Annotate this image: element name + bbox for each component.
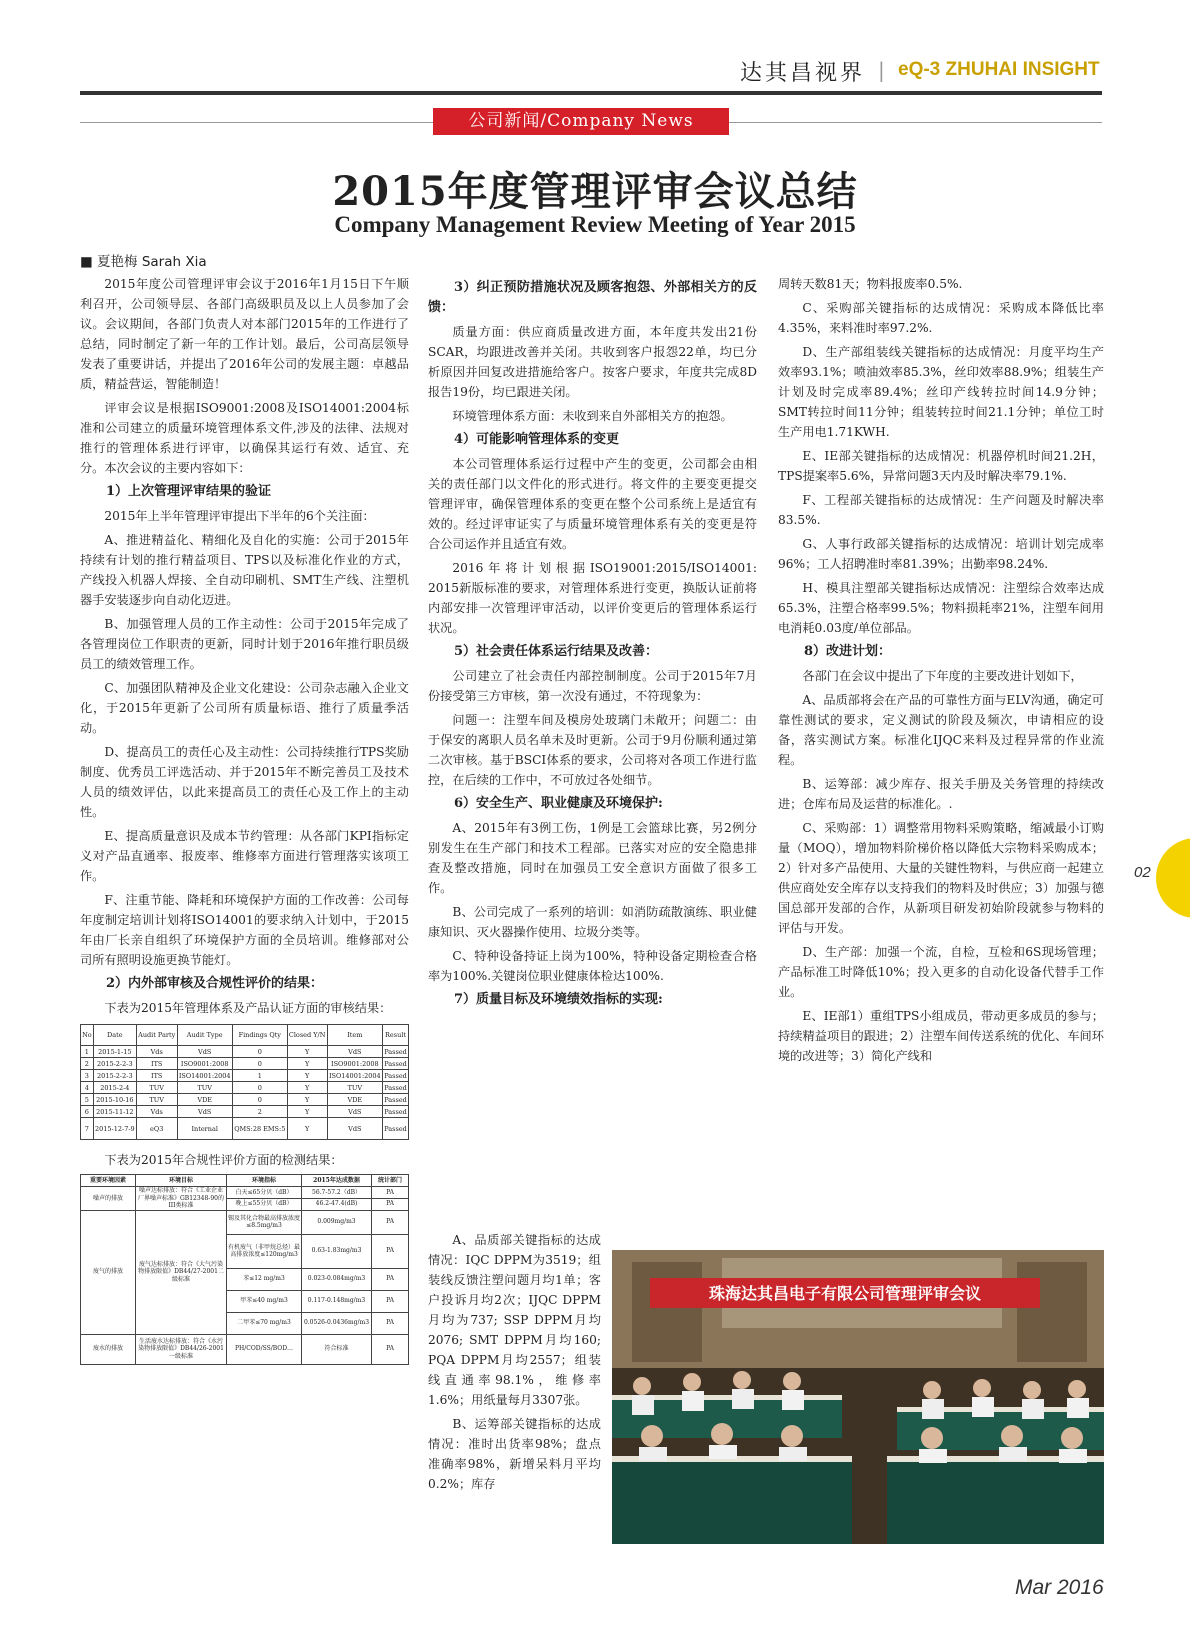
paragraph: 下表为2015年管理体系及产品认证方面的审核结果： <box>104 1001 392 1015</box>
table-cell: 1 <box>81 1046 94 1058</box>
paragraph: B、运筹部关键指标的达成情况：准时出货率98%；盘点准确率98%，新增呆料月平均0.2%；库存 <box>428 1417 601 1491</box>
table-row <box>81 1058 409 1070</box>
table-cell: 苯≤12 mg/m3 <box>227 1268 302 1290</box>
table-row <box>81 1046 409 1058</box>
table-cell: 0.63-1.83mg/m3 <box>302 1234 372 1268</box>
table-cell: VdS <box>327 1106 382 1118</box>
table-cell: Y <box>287 1094 327 1106</box>
table-cell: VdS <box>177 1046 232 1058</box>
paragraph: A、品质部关键指标的达成情况：IQC DPPM为3519；组装线反馈注塑问题月均1单；客户投诉月均2次；IJQC DPPM月均为737; SSP DPPM月均2076; SMT DPPM月均160; PQA DPPM月均2557；组装线直通率98.1%，维修率1.6%；用纸量每月3307张。 <box>428 1233 601 1407</box>
magazine-section-en: eQ-3 ZHUHAI INSIGHT <box>898 59 1100 80</box>
table-cell: PA <box>372 1268 409 1290</box>
section-heading: 6）安全生产、职业健康及环境保护: <box>454 796 663 811</box>
paragraph: 环境管理体系方面：未收到来自外部相关方的抱怨。 <box>452 409 733 423</box>
paragraph: D、生产部：加强一个流，自检，互检和6S现场管理；产品标准工时降低10%；投入更多的自动化设备代替手工作业。 <box>778 945 1104 999</box>
table-cell: 2015-11-12 <box>93 1106 136 1118</box>
table-header: Audit Party <box>136 1025 177 1046</box>
paragraph: 公司建立了社会责任内部控制制度。公司于2015年7月份接受第三方审核，第一次没有通过，不符现象为： <box>428 669 757 703</box>
table-cell: Y <box>287 1058 327 1070</box>
table-cell: Passed <box>384 1095 407 1104</box>
section-heading: 7）质量目标及环境绩效指标的实现: <box>454 992 663 1007</box>
paragraph: 周转天数81天；物料报废率0.5%. <box>778 277 963 291</box>
paragraph: 下表为2015年合规性评价方面的检测结果： <box>104 1153 343 1167</box>
paragraph: G、人事行政部关键指标的达成情况：培训计划完成率96%；工人招聘准时率81.39%；出勤率98.24%. <box>778 537 1104 571</box>
table-cell: Y <box>287 1070 327 1082</box>
table-cell: TUV <box>177 1082 232 1094</box>
table-header: 环境指标 <box>227 1175 302 1187</box>
table-cell: 2 <box>232 1106 287 1118</box>
paragraph: B、加强管理人员的工作主动性：公司于2015年完成了各管理岗位工作职责的更新，同时计划于2016年推行职员级员工的绩效管理工作。 <box>80 617 409 671</box>
issue-date: Mar 2016 <box>1015 1576 1104 1599</box>
table-cell: QMS:28 EMS:5 <box>232 1118 287 1140</box>
table-cell: Passed <box>384 1047 407 1056</box>
section-heading: 3）纠正预防措施状况及顾客抱怨、外部相关方的反馈： <box>428 280 757 315</box>
table-cell: 有机废气（非甲烷总烃）最高排放浓度≤120mg/m3 <box>227 1234 302 1268</box>
table-cell: Internal <box>177 1118 232 1140</box>
table-header: 环境目标 <box>136 1175 227 1187</box>
header-rule <box>80 91 1102 95</box>
section-heading: 8）改进计划： <box>804 644 892 659</box>
photo-banner: 珠海达其昌电子有限公司管理评审会议 <box>708 1284 982 1303</box>
meeting-photo-illustration <box>612 1250 1104 1544</box>
table-cell: 46.2-47.4(dB) <box>302 1198 372 1210</box>
author-byline: ■ 夏艳梅 Sarah Xia <box>80 254 207 270</box>
table-cell: 0 <box>232 1094 287 1106</box>
table-cell: PA <box>372 1198 409 1210</box>
table-cell: 2015-2-4 <box>93 1082 136 1094</box>
table-cell: Y <box>287 1118 327 1140</box>
table-cell: eQ3 <box>136 1118 177 1140</box>
table-cell: 符合标准 <box>302 1334 372 1364</box>
table-cell: 7 <box>81 1118 94 1140</box>
table-cell: Vds <box>136 1046 177 1058</box>
column-1 <box>80 274 409 1365</box>
table-cell: PA <box>372 1210 409 1234</box>
column-2 <box>428 274 757 1014</box>
table-cell: 0.009mg/m3 <box>302 1210 372 1234</box>
table-cell: 2015-10-16 <box>93 1094 136 1106</box>
table-cell: 3 <box>81 1070 94 1082</box>
table-cell: 2015-2-2-3 <box>93 1070 136 1082</box>
table-cell: 4 <box>81 1082 94 1094</box>
table-cell: PA <box>372 1187 409 1199</box>
table-cell: 废气的排放 <box>81 1210 136 1334</box>
paragraph: 评审会议是根据ISO9001:2008及ISO14001:2004标准和公司建立的质量环境管理体系文件,涉及的法律、法规对推行的管理体系进行评审，以确保其运行有效、适宜、充分。本次会议的主要内容如下： <box>80 401 409 475</box>
paragraph: C、特种设备持证上岗为100%，特种设备定期检查合格率为100%.关键岗位职业健康体检达100%. <box>428 949 757 983</box>
magazine-section-cn: 达其昌视界 <box>740 61 866 86</box>
table-cell: 生活废水达标排放：符合《水污染物排放限值》DB44/26-2001一级标准 <box>136 1334 227 1364</box>
table-cell: 废气达标排放：符合《大气污染物排放限值》DB44/27-2001二级标准 <box>136 1210 227 1334</box>
table-cell: ISO9001:2008 <box>177 1058 232 1070</box>
paragraph: 本公司管理体系运行过程中产生的变更，公司都会由相关的责任部门以文件化的形式进行。将文件的主要变更提交管理评审，确保管理体系的变更在整个公司系统上是适宜有效的。经过评审证实了与质量环境管理体系有关的变更是符合公司运作并且适宜有效。 <box>428 457 757 551</box>
paragraph: A、品质部将会在产品的可靠性方面与ELV沟通，确定可靠性测试的要求，定义测试的阶段及频次，申请相应的设备，落实测试方案。标准化IJQC来料及过程异常的作业流程。 <box>778 693 1104 767</box>
table-header: Item <box>327 1025 382 1046</box>
paragraph: C、采购部关键指标的达成情况：采购成本降低比率4.35%，来料准时率97.2%. <box>778 301 1104 335</box>
table-cell: VDE <box>177 1094 232 1106</box>
section-heading: 1）上次管理评审结果的验证 <box>106 484 272 499</box>
article-title: 2015年度管理评审会议总结 <box>332 168 858 215</box>
table-cell: 2015-1-15 <box>93 1046 136 1058</box>
table-cell: Passed <box>384 1083 407 1092</box>
table-header: 重要环境因素 <box>81 1175 136 1187</box>
table-cell: 锡及其化合物最高排放浓度≤8.5mg/m3 <box>227 1210 302 1234</box>
paragraph: 各部门在会议中提出了下年度的主要改进计划如下， <box>802 669 1083 683</box>
meeting-photo <box>612 1250 1104 1544</box>
table-row <box>81 1082 409 1094</box>
article-subtitle: Company Management Review Meeting of Year 2015 <box>334 212 856 237</box>
table-cell: Y <box>287 1106 327 1118</box>
table-cell: 2015-2-2-3 <box>93 1058 136 1070</box>
table-cell: ITS <box>136 1070 177 1082</box>
table-cell: 噪声达标排放：符合《工业企业厂界噪声标准》GB12348-90的III类标准 <box>136 1187 227 1211</box>
audit-results-table <box>80 1024 409 1140</box>
table-header: Closed Y/N <box>287 1025 327 1046</box>
table-header: Date <box>93 1025 136 1046</box>
paragraph: 问题一：注塑车间及模房处玻璃门未敞开；问题二：由于保安的离职人员名单未及时更新。公司于9月份顺利通过第二次审核。基于BSCI体系的要求，公司将对各项工作进行监控，在后续的工作中，不可放过各处细节。 <box>428 713 757 787</box>
table-row <box>81 1118 409 1140</box>
table-row <box>81 1070 409 1082</box>
table-cell: Y <box>287 1082 327 1094</box>
table-cell: 晚上≤55分贝（dB） <box>227 1198 302 1210</box>
paragraph: 2015年度公司管理评审会议于2016年1月15日下午顺利召开，公司领导层、各部门高级职员及以上人员参加了会议。会议期间，各部门负责人对本部门2015年的工作进行了总结，同时制定了新一年的工作计划。最后，公司高层领导发表了重要讲话，并提出了2016年公司的发展主题：卓越品质，精益营运，智能制造！ <box>80 277 409 391</box>
table-cell: 56.7-57.2（dB） <box>302 1187 372 1199</box>
paragraph: 质量方面：供应商质量改进方面，本年度共发出21份SCAR，均跟进改善并关闭。共收到客户报怨22单，均已分析原因并回复改进措施给客户。按客户要求，年度共完成8D报告19份，均已跟进关闭。 <box>428 325 757 399</box>
paragraph: D、提高员工的责任心及主动性：公司持续推行TPS奖励制度、优秀员工评选活动、并于2015年不断完善员工及技术人员的绩效评估，以此来提高员工的责任心及工作上的主动性。 <box>80 745 409 819</box>
table-cell: Passed <box>384 1071 407 1080</box>
paragraph: A、2015年有3例工伤，1例是工会篮球比赛，另2例分别发生在生产部门和技术工程部。已落实对应的安全隐患排查及整改措施，同时在加强员工安全意识方面做了很多工作。 <box>428 821 757 895</box>
paragraph: F、注重节能、降耗和环境保护方面的工作改善：公司每年度制定培训计划将ISO14001的要求纳入计划中，于2015年由厂长亲自组织了环境保护方面的全员培训。维修部对公司所有照明设施更换节能灯。 <box>80 893 409 967</box>
table-header: 统计部门 <box>372 1175 409 1187</box>
table-cell: TUV <box>136 1082 177 1094</box>
table-cell: ISO9001:2008 <box>327 1058 382 1070</box>
table-cell: 二甲苯≤70 mg/m3 <box>227 1312 302 1334</box>
table-cell: 1 <box>232 1070 287 1082</box>
page-number: 02 <box>1134 864 1151 881</box>
paragraph: 2015年上半年管理评审提出下半年的6个关注面： <box>104 509 375 523</box>
table-row <box>81 1094 409 1106</box>
paragraph: F、工程部关键指标的达成情况：生产问题及时解决率83.5%. <box>778 493 1104 527</box>
table-cell: VdS <box>177 1106 232 1118</box>
paragraph: E、IE部1）重组TPS小组成员，带动更多成员的参与；持续精益项目的跟进；2）注塑车间传送系统的优化、车间环境的改进等；3）简化产线和 <box>778 1009 1104 1063</box>
table-cell: 0.0526-0.0436mg/m3 <box>302 1312 372 1334</box>
paragraph: 2016年将计划根据ISO19001:2015/ISO14001: 2015新版标准的要求，对管理体系进行变更，换版认证前将内部安排一次管理评审活动，以评价变更后的管理体系运行状况。 <box>428 561 757 635</box>
table-cell: PA <box>372 1290 409 1312</box>
table-cell: 2 <box>81 1058 94 1070</box>
compliance-results-table <box>80 1174 409 1365</box>
paragraph: C、加强团队精神及企业文化建设：公司杂志融入企业文化，于2015年更新了公司所有质量标语、推行了质量季活动。 <box>80 681 409 735</box>
paragraph: C、采购部：1）调整常用物料采购策略，缩减最小订购量（MOQ），增加物料阶梯价格以降低大宗物料采购成本；2）针对多产品使用、大量的关键性物料，与供应商一起建立供应商处安全库存以支持我们的物料及时供应；3）加强与德国总部开发部的合作，从新项目研发初始阶段就参与物料的评估与开发。 <box>778 821 1104 935</box>
table-row <box>81 1210 409 1234</box>
table-cell: Y <box>287 1046 327 1058</box>
table-cell: PH/COD/SS/BOD… <box>227 1334 302 1364</box>
table-header: No <box>81 1025 94 1046</box>
paragraph: D、生产部组装线关键指标的达成情况：月度平均生产效率93.1%；喷油效率85.3%，丝印效率88.9%；组装生产计划及时完成率89.4%；丝印产线转拉时间14.9分钟；SMT转拉时间11分钟；组装转拉时间21.1分钟；单位工时生产用电1.71KWH. <box>778 345 1104 439</box>
column-2-continued <box>428 1230 601 1498</box>
section-heading: 2）内外部审核及合规性评价的结果： <box>106 976 324 991</box>
table-cell: VdS <box>327 1046 382 1058</box>
column-3 <box>778 274 1104 1070</box>
table-cell: 甲苯≤40 mg/m3 <box>227 1290 302 1312</box>
section-tag: 公司新闻/Company News <box>433 108 729 135</box>
table-row <box>81 1334 409 1364</box>
table-cell: 0.117-0.148mg/m3 <box>302 1290 372 1312</box>
paragraph: A、推进精益化、精细化及自化的实施：公司于2015年持续有计划的推行精益项目、TPS以及标准化作业的方式，产线投入机器人焊接、全自动印刷机、SMT生产线、注塑机器手安装逐步向自动化迈进。 <box>80 533 409 607</box>
paragraph: B、运筹部：减少库存、报关手册及关务管理的持续改进；仓库布局及运营的标准化。. <box>778 777 1104 811</box>
table-cell: VDE <box>327 1094 382 1106</box>
table-cell: 废水的排放 <box>81 1334 136 1364</box>
table-cell: 2015-12-7-9 <box>93 1118 136 1140</box>
table-cell: PA <box>372 1312 409 1334</box>
table-cell: 0 <box>232 1082 287 1094</box>
table-cell: ISO14001:2004 <box>328 1071 381 1080</box>
table-header: Result <box>383 1025 409 1046</box>
paragraph: E、IE部关键指标的达成情况：机器停机时间21.2H，TPS提案率5.6%，异常问题3天内及时解决率79.1%. <box>778 449 1104 483</box>
table-cell: 0 <box>232 1058 287 1070</box>
table-cell: 0.023-0.084mg/m3 <box>302 1268 372 1290</box>
paragraph: E、提高质量意识及成本节约管理：从各部门KPI指标定义对产品直通率、报废率、维修率方面进行管理落实该项工作。 <box>80 829 409 883</box>
table-header: Audit Type <box>177 1025 232 1046</box>
table-cell: Passed <box>384 1107 407 1116</box>
table-cell: 噪声的排放 <box>81 1187 136 1211</box>
table-cell: PA <box>372 1234 409 1268</box>
table-cell: 6 <box>81 1106 94 1118</box>
header-separator: | <box>878 58 885 82</box>
table-header: 2015年达成数据 <box>302 1175 372 1187</box>
table-cell: Passed <box>384 1059 407 1068</box>
table-cell: TUV <box>136 1094 177 1106</box>
section-heading: 5）社会责任体系运行结果及改善： <box>454 644 659 659</box>
table-header: Findings Qty <box>232 1025 287 1046</box>
paragraph: B、公司完成了一系列的培训：如消防疏散演练、职业健康知识、灭火器操作使用、垃圾分类等。 <box>428 905 757 939</box>
section-heading: 4）可能影响管理体系的变更 <box>454 432 620 447</box>
page-tab-marker <box>1156 838 1190 918</box>
table-cell: TUV <box>327 1082 382 1094</box>
table-cell: Passed <box>383 1118 409 1140</box>
table-cell: PA <box>372 1334 409 1364</box>
table-cell: ISO14001:2004 <box>178 1071 231 1080</box>
paragraph: H、模具注塑部关键指标达成情况：注塑综合效率达成65.3%，注塑合格率99.5%；物料损耗率21%，注塑车间用电消耗0.03度/单位部品。 <box>778 581 1104 635</box>
table-cell: Vds <box>136 1106 177 1118</box>
table-cell: VdS <box>327 1118 382 1140</box>
table-cell: 白天≤65分贝（dB） <box>227 1187 302 1199</box>
table-cell: ITS <box>136 1058 177 1070</box>
table-row <box>81 1106 409 1118</box>
table-row <box>81 1187 409 1199</box>
table-cell: 5 <box>81 1094 94 1106</box>
table-cell: 0 <box>232 1046 287 1058</box>
